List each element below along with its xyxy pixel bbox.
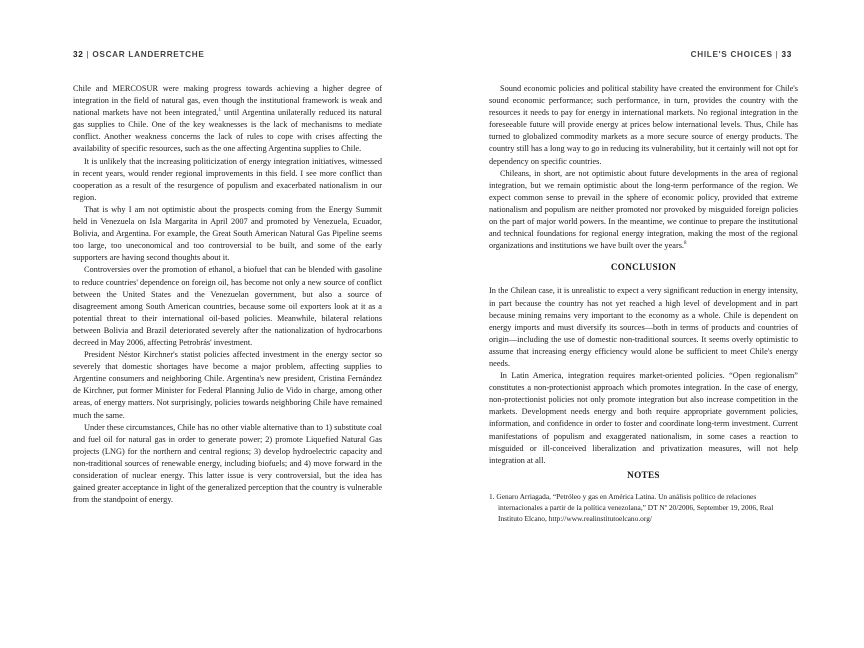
right-page-body <box>489 83 798 524</box>
paragraph: In Latin America, integration requires market-oriented policies. “Open regionalism” constitutes a non-protectionist approach which promotes integration. In the case of energy, non-protectionist policies not only promote integration but also increase competition in the markets. Development needs energy and both require appropriate government policies, information, and confidence in order to foster and coordinate long-term investment. Current manifestations of populism and exaggerated nationalism, in some cases a reaction to misguided or ill-conceived liberalization and privatization measures, will not help integration at all. <box>489 371 798 465</box>
running-head-author: OSCAR LANDERRETCHE <box>92 50 205 59</box>
paragraph: President Néstor Kirchner's statist policies affected investment in the energy sector so severely that domestic shortages have become a major problem, affecting supplies to Argentine consumers and neighboring Chile. Argentina's new president, Cristina Fernández de Kirchner, put former Minister for Federal Planning Julio de Vido in charge, among other areas, of energy matters. Not surprisingly, policies towards neighboring Chile have remained much the same. <box>73 350 382 420</box>
paragraph: Sound economic policies and political stability have created the environment for Chile's sound economic performance; such performance, in turn, provides the country with the resources it needs to pay for energy in international markets. No regional integration in the foreseeable future will provide energy at prices below international levels. Thus, Chile has turned to globalized commodity markets as a more secure source of energy products. The country still has a long way to go in reducing its vulnerability, but it certainly will not opt for dependency on specific countries. <box>489 84 798 166</box>
paragraph: Under these circumstances, Chile has no other viable alternative than to 1) substitute coal and fuel oil for natural gas in order to generate power; 2) promote Liquefied Natural Gas projects (LNG) for the northern and central regions; 3) develop hydroelectric capacity and non-traditional sources of renewable energy, including biofuels; and 4) move forward in the consideration of nuclear energy. This latter issue is very controversial, but the idea has gained greater acceptance in light of the generalized perception that the country is vulnerable from the standpoint of energy. <box>73 422 382 505</box>
paragraph: That is why I am not optimistic about the prospects coming from the Energy Summit held in Venezuela on Isla Margarita in April 2007 and promoted by Venezuela, Ecuador, Bolivia, and Argentina. For example, the Great South American Natural Gas Pipeline seems too large, too uneconomical and too controversial to be built, and some of the early supporters are having second thoughts about it. <box>73 204 382 263</box>
paragraph: Chileans, in short, are not optimistic about future developments in the area of regional integration, but we remain optimistic about the long-term performance of the region. We expect common sense to prevail in the sphere of economic policy, provided that extreme nationalism and populism are neither promoted nor provoked by misguided foreign policies on the part of major world powers. In the meantime, we continue to prepare the institutional and technical foundations for regional energy integration, making the most of the regional organizations and institutions we have built over the years.$^8$ <box>489 168 798 251</box>
section-heading-conclusion: CONCLUSION <box>610 262 677 273</box>
right-page <box>432 0 864 648</box>
footnote-mark: 8 <box>684 241 687 247</box>
paragraph: In the Chilean case, it is unrealistic to expect a very significant reduction in energy intensity, in part because the country has not yet reached a high level of development and in part because mining remains very important to the economy as a whole. Chile is dependent on energy imports and must diversify its sources—both in terms of products and countries of origin—including the use of domestic non-traditional sources. It seems overly optimistic to assume that increasing energy efficiency would alone be sufficient to meet Chile's energy needs. <box>489 286 798 368</box>
paragraph: Chile and MERCOSUR were making progress towards achieving a higher degree of integration in the field of natural gas, even though the institutional framework is weak and national markets have not been integrated,$^1$ until Argentina unilaterally reduced its natural gas supplies to Chile. One of the key weaknesses is the lack of mechanisms to mediate conflict. Another weakness concerns the lack of rules to cope with crises affecting the availability of specific resources, such as the one affecting Argentina supplies to Chile. <box>73 84 382 154</box>
paragraph: It is unlikely that the increasing politicization of energy integration initiatives, witnessed in recent years, would render regional improvements in this field. I see more conflict than cooperation as a result of the resurgence of populism and exacerbated nationalism in our region. <box>73 156 382 202</box>
running-head-title: CHILE'S CHOICES <box>690 50 773 59</box>
running-head-left: 32 | OSCAR LANDERRETCHE <box>73 50 205 59</box>
section-heading-notes: NOTES <box>627 469 660 480</box>
page-number: 32 <box>73 50 84 59</box>
paragraph: Controversies over the promotion of ethanol, a biofuel that can be blended with gasoline to reduce countries' dependence on foreign oil, has become not only a new source of conflict between the United States and the Venezuelan government, but also a source of disagreement among South American countries, because some oil exporters look at it as a potential threat to their international oil-based policies. Meanwhile, bilateral relations between Bolivia and Brazil deteriorated severely after the nationalization of hydrocarbons decreed in May 2006, affecting Petrobrás' investment. <box>73 265 382 347</box>
page-number: 33 <box>781 50 792 59</box>
footnote-1: 1. Genaro Arriagada, “Petróleo y gas en América Latina. Un análisis político de relaciones internacionales a partir de la política venezolana,” DT Nº 20/2006, September 19, 2006, Real Instituto Elcano, http://www.realinstitutoelcano.org/ <box>489 491 774 523</box>
footnote-mark: 1 <box>218 108 221 114</box>
running-head-right: CHILE'S CHOICES | 33 <box>690 50 792 59</box>
left-page-body <box>73 83 382 506</box>
